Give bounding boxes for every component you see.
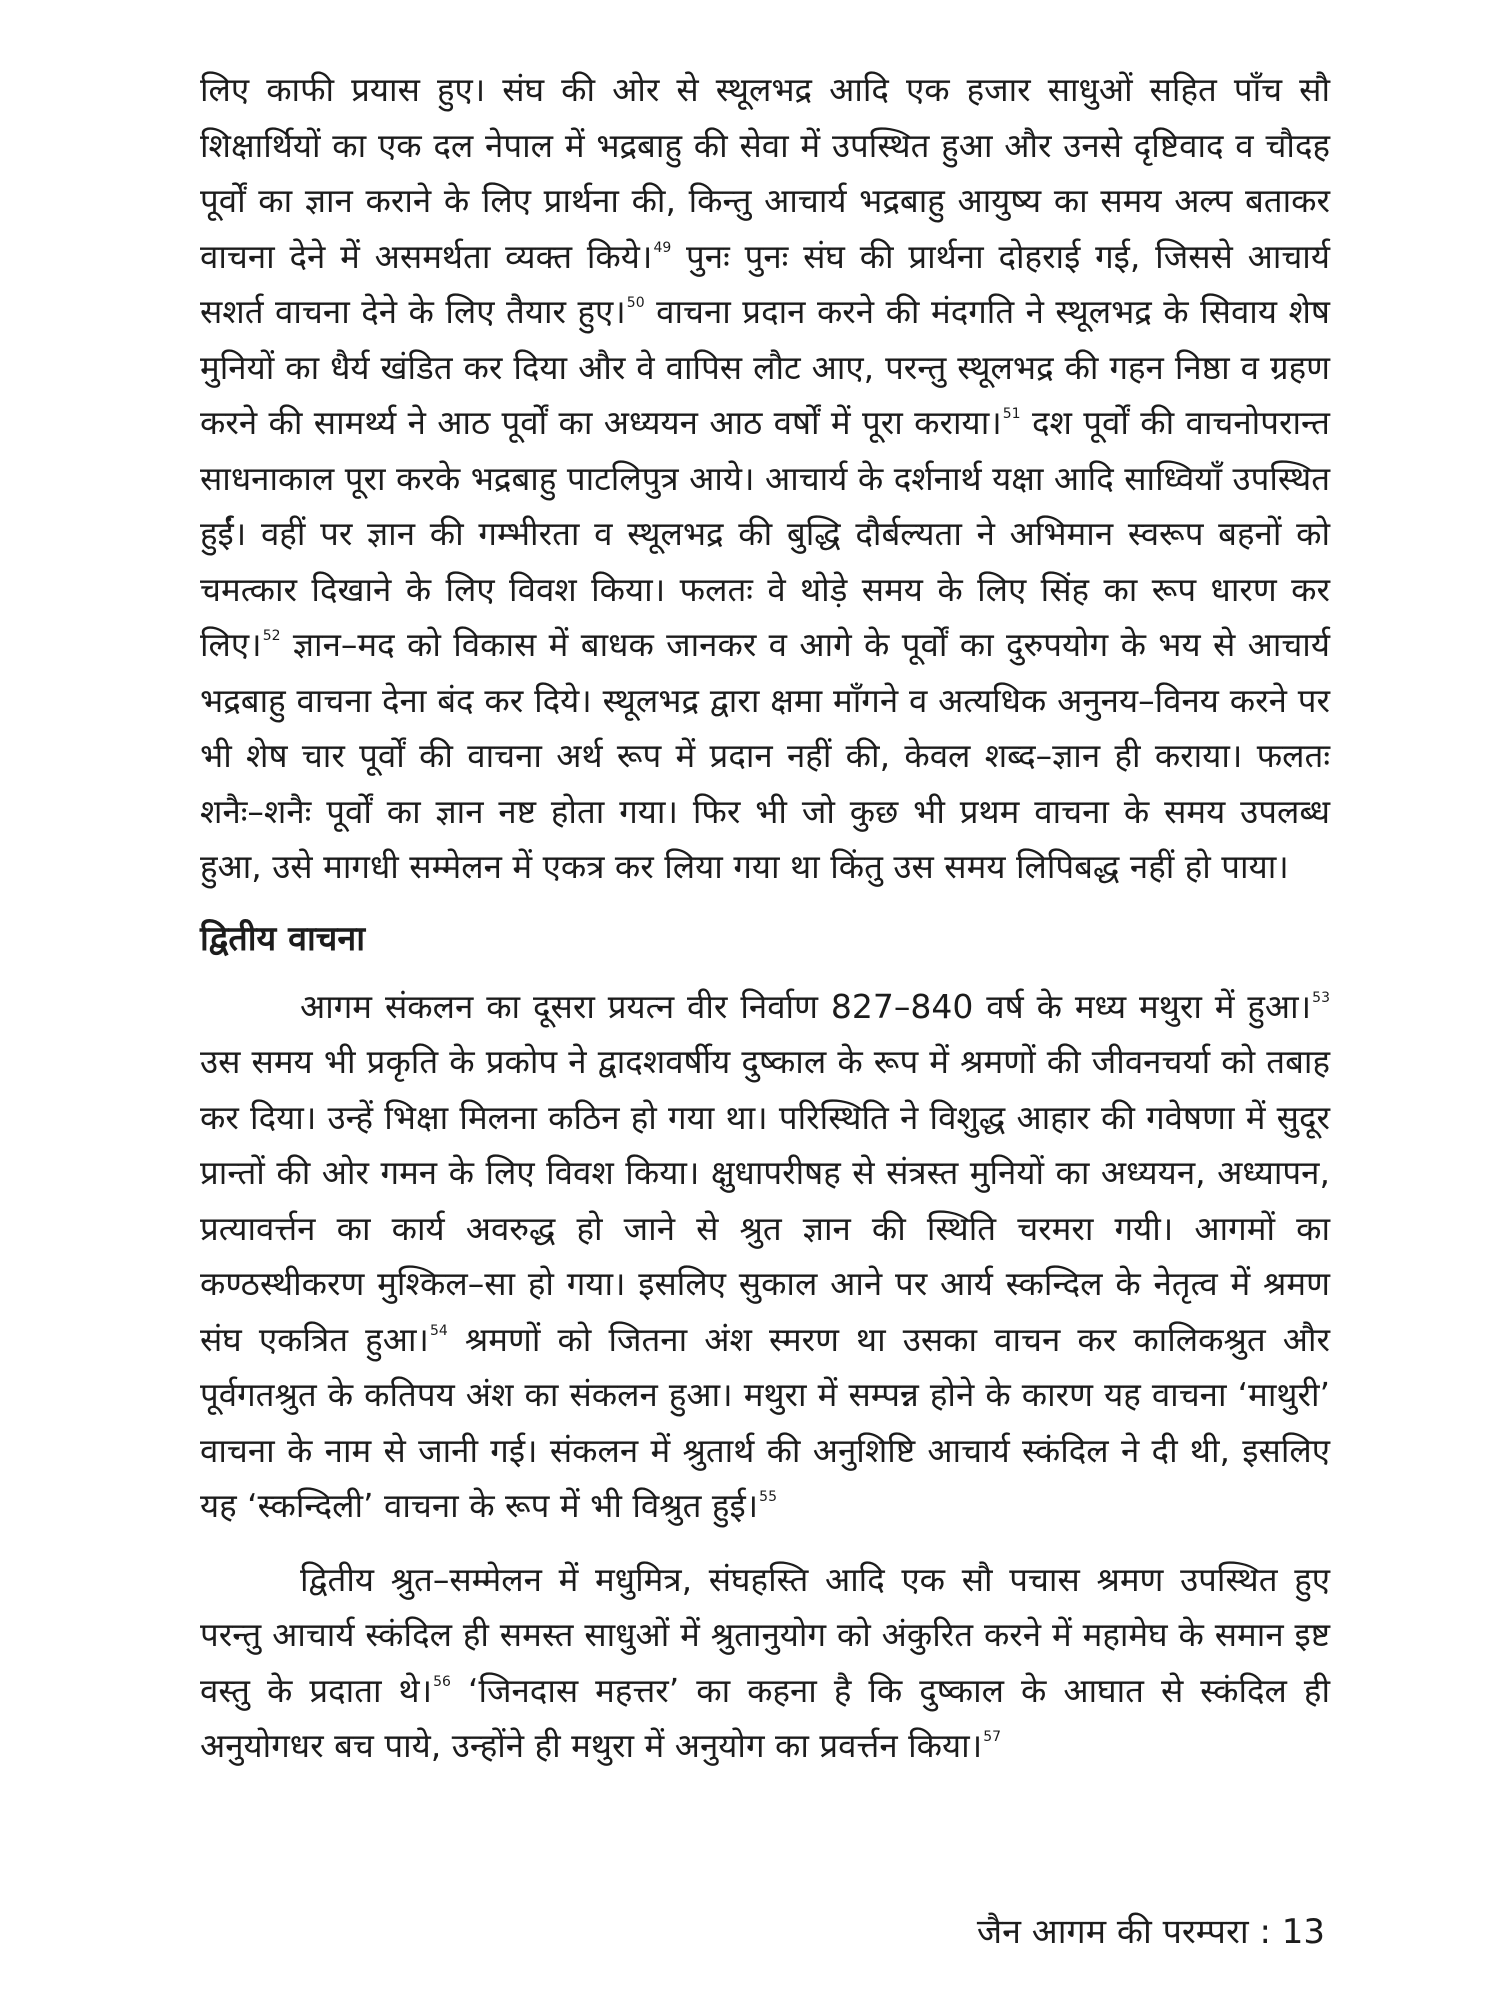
footnote-ref-54[interactable]: 54 — [429, 1322, 448, 1339]
footnote-ref-56[interactable]: 56 — [433, 1673, 451, 1690]
paragraph-text: ज्ञान–मद को विकास में बाधक जानकर व आगे के पूर्वों का दुरुपयोग के भय से आचार्य भद्रबाहु वाचना देना बंद कर दिये। स्थूलभद्र द्वारा क्षमा माँगने व अत्यधिक अनुनय–विनय करने पर भी शेष चार पूर्वों की वाचना अर्थ रूप में प्रदान नहीं की, केवल शब्द–ज्ञान ही कराया। फलतः शनैः–शनैः पूर्वों का ज्ञान नष्ट होता गया। फिर भी जो कुछ भी प्रथम वाचना के समय उपलब्ध हुआ, उसे मागधी सम्मेलन में एकत्र कर लिया गया था किंतु उस समय लिपिबद्ध नहीं हो पाया। — [200, 625, 1330, 886]
footnote-ref-50[interactable]: 50 — [626, 295, 645, 311]
footnote-ref-52[interactable]: 52 — [262, 628, 281, 644]
paragraph-text: ‘जिनदास महत्तर’ का कहना है कि दुष्काल के आघात से स्कंदिल ही अनुयोगधर बच पाये, उन्होंने ही मथुरा में अनुयोग का प्रवर्त्तन किया। — [200, 1670, 1330, 1765]
paragraph-text: लिए काफी प्रयास हुए। संघ की ओर से स्थूलभद्र आदि एक हजार साधुओं सहित पाँच सौ शिक्षार्थियों का एक दल नेपाल में भद्रबाहु की सेवा में उपस्थित हुआ और उनसे दृष्टिवाद व चौदह पूर्वों का ज्ञान कराने के लिए प्रार्थना की, किन्तु आचार्य भद्रबाहु आयुष्य का समय अल्प बताकर वाचना देने में असमर्थता व्यक्त किये। — [200, 70, 1330, 276]
paragraph-text: द्वितीय श्रुत–सम्मेलन में मधुमित्र, संघहस्ति आदि एक सौ पचास श्रमण उपस्थित हुए परन्तु आचार्य स्कंदिल ही समस्त साधुओं में श्रुतानुयोग को अंकुरित करने में महामेघ के समान इष्ट वस्तु के प्रदाता थे। — [200, 1559, 1330, 1710]
paragraph-sammelan — [200, 1552, 1330, 1774]
paragraph-text: श्रमणों को जितना अंश स्मरण था उसका वाचन कर कालिकश्रुत और पूर्वगतश्रुत के कतिपय अंश का संकलन हुआ। मथुरा में सम्पन्न होने के कारण यह वाचना ‘माथुरी’ वाचना के नाम से जानी गई। संकलन में श्रुतार्थ की अनुशिष्टि आचार्य स्कंदिल ने दी थी, इसलिए यह ‘स्कन्दिली’ वाचना के रूप में भी विश्रुत हुई। — [200, 1319, 1331, 1525]
footnote-ref-55[interactable]: 55 — [759, 1489, 777, 1505]
footnote-ref-53[interactable]: 53 — [1312, 989, 1330, 1006]
paragraph-text: वाचना प्रदान करने की मंदगति ने स्थूलभद्र के सिवाय शेष मुनियों का धैर्य खंडित कर दिया और वे वापिस लौट आए, परन्तु स्थूलभद्र की गहन निष्ठा व ग्रहण करने की सामर्थ्य ने आठ पूर्वों का अध्ययन आठ वर्षों में पूरा कराया। — [200, 292, 1330, 442]
footnote-ref-57[interactable]: 57 — [983, 1729, 1002, 1745]
paragraph-text: दश पूर्वों की वाचनोपरान्त साधनाकाल पूरा करके भद्रबाहु पाटलिपुत्र आये। आचार्य के दर्शनार्थ यक्षा आदि साध्वियाँ उपस्थित हुईं। वहीं पर ज्ञान की गम्भीरता व स्थूलभद्र की बुद्धि दौर्बल्यता ने अभिमान स्वरूप बहनों को चमत्कार दिखाने के लिए विवश किया। फलतः वे थोड़े समय के लिए सिंह का रूप धारण कर लिए। — [200, 403, 1331, 664]
running-footer-page-number: जैन आगम की परम्परा : 13 — [976, 1912, 1325, 1952]
footnote-ref-49[interactable]: 49 — [653, 239, 672, 256]
section-heading: द्वितीय वाचना — [200, 918, 366, 959]
page-body — [200, 62, 1330, 1774]
paragraph-first-vachana-continued — [200, 62, 1330, 895]
paragraph-text: उस समय भी प्रकृति के प्रकोप ने द्वादशवर्षीय दुष्काल के रूप में श्रमणों की जीवनचर्या को तबाह कर दिया। उन्हें भिक्षा मिलना कठिन हो गया था। परिस्थिति ने विशुद्ध आहार की गवेषणा में सुदूर प्रान्तों की ओर गमन के लिए विवश किया। क्षुधापरीषह से संत्रस्त मुनियों का अध्ययन, अध्यापन, प्रत्यावर्त्तन का कार्य अवरुद्ध हो जाने से श्रुत ज्ञान की स्थिति चरमरा गयी। आगमों का कण्ठस्थीकरण मुश्किल–सा हो गया। इसलिए सुकाल आने पर आर्य स्कन्दिल के नेतृत्व में श्रमण संघ एकत्रित हुआ। — [200, 1042, 1330, 1359]
paragraph-second-vachana — [200, 979, 1330, 1534]
footnote-ref-51[interactable]: 51 — [1002, 406, 1021, 422]
paragraph-text: पुनः पुनः संघ की प्रार्थना दोहराई गई, जिससे आचार्य सशर्त वाचना देने के लिए तैयार हुए। — [200, 236, 1330, 331]
paragraph-text: आगम संकलन का दूसरा प्रयत्न वीर निर्वाण 827–840 वर्ष के मध्य मथुरा में हुआ। — [300, 986, 1312, 1026]
